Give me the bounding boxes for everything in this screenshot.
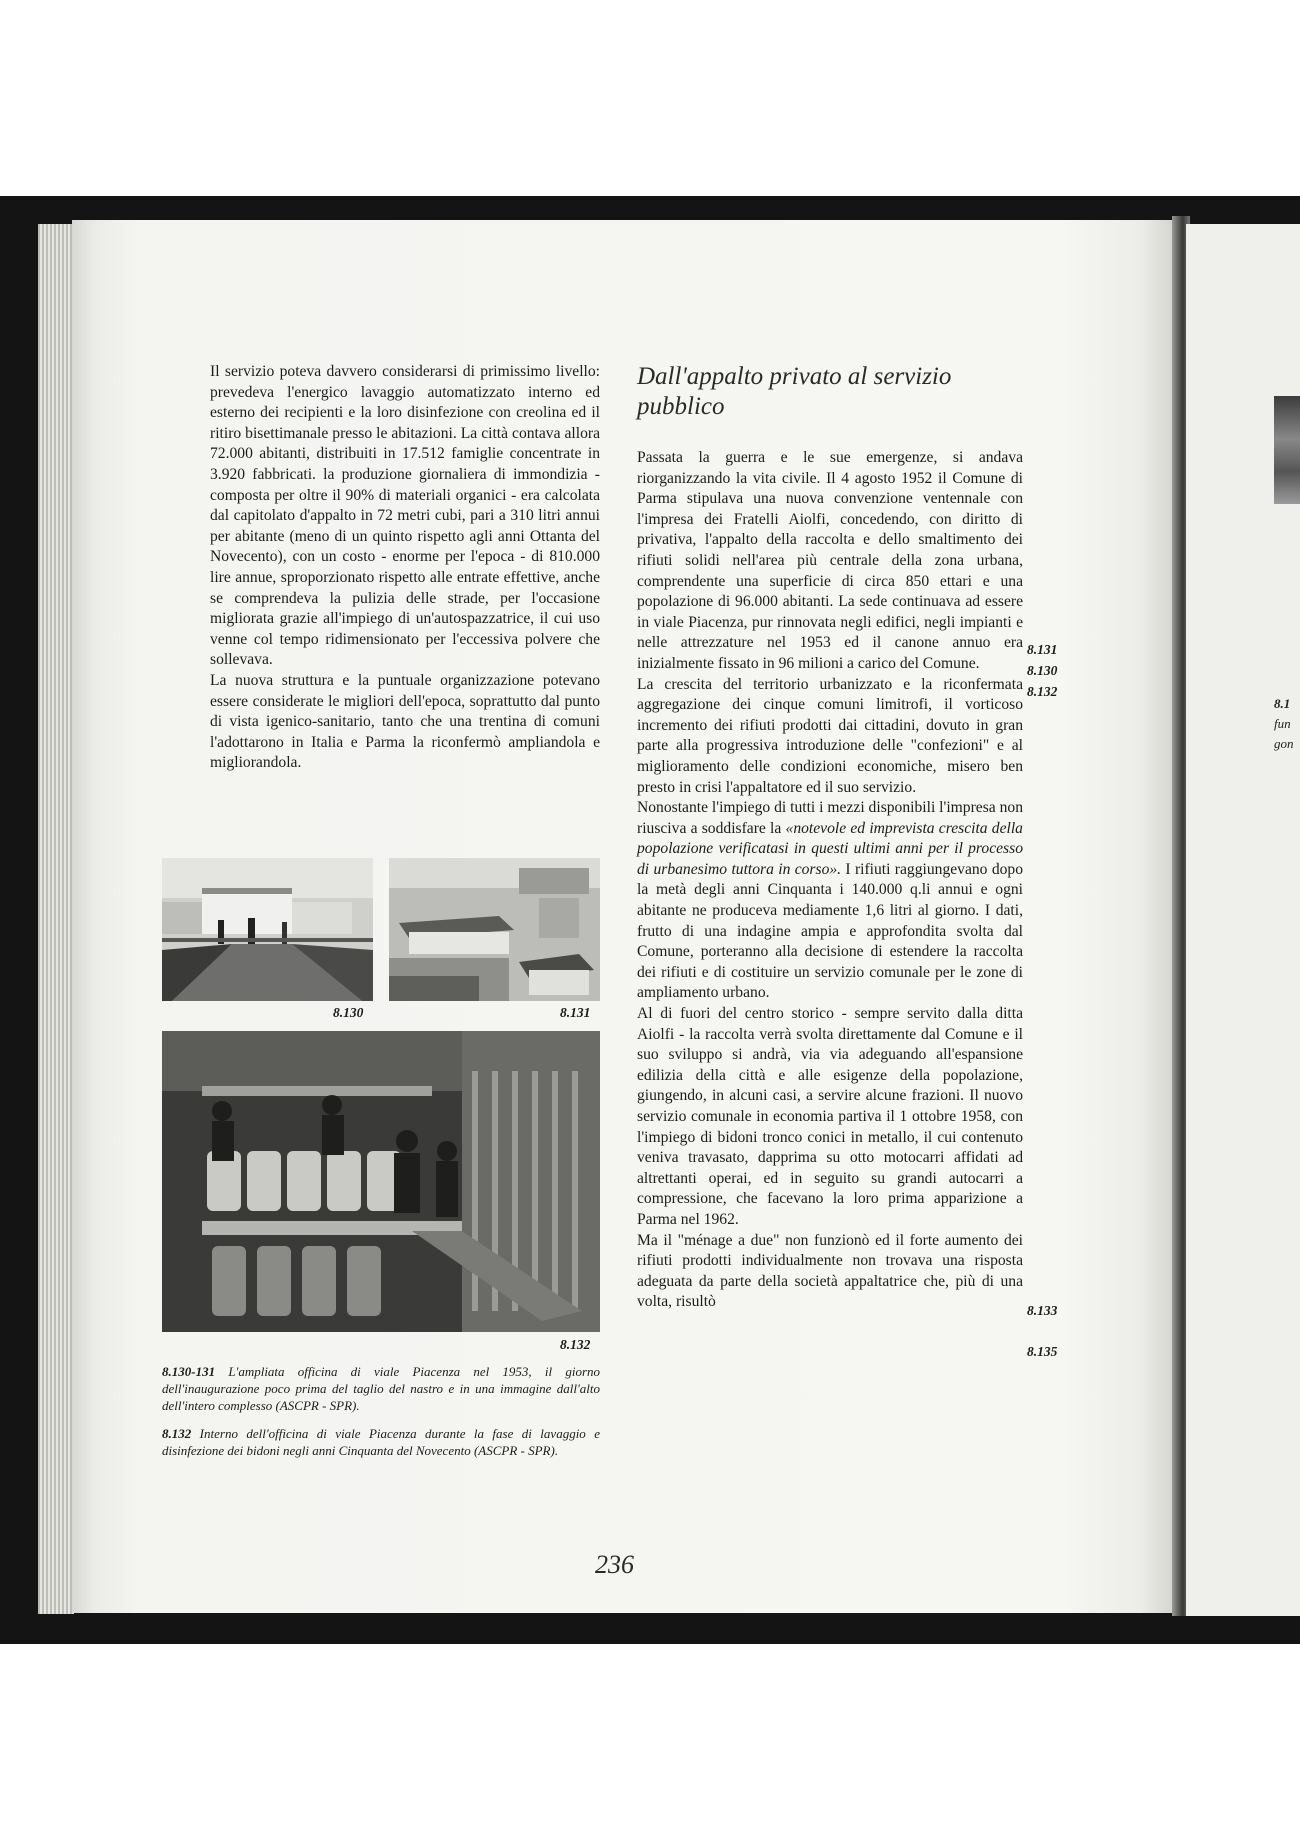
margin-ref: 8.135 xyxy=(1027,1344,1058,1359)
page-number: 236 xyxy=(595,1550,634,1579)
caption-132: 8.132 Interno dell'officina di viale Piacenza durante la fase di lavaggio e disinfezione dei bidoni negli anni Cinquanta del Novecento (ASCPR - SPR). xyxy=(162,1426,600,1458)
left-text-column xyxy=(210,362,600,774)
right-paragraph-1: Passata la guerra e le sue emergenze, si andava riorganizzando la vita civile. Il 4 agosto 1952 il Comune di Parma stipulava una nuova convenzione ventennale con l'impresa dei Fratelli Aiolfi, concedendo, con diritto di privativa, l'appalto della raccolta e dello smaltimento dei rifiuti solidi nell'area più centrale della zona urbana, comprendente una superficie di circa 850 ettari e una popolazione di 96.000 abitanti. La sede continuava ad essere in viale Piacenza, pur rinnovata negli edifici, negli impianti e nelle attrezzature nel 1953 ed il canone annuo era inizialmente fissato in 96 milioni a carico del Comune. xyxy=(637,449,1023,672)
right-text-column xyxy=(637,448,1023,1313)
margin-ref: 8.130 xyxy=(1027,663,1058,678)
photo-inauguration xyxy=(162,858,373,1001)
page-edges xyxy=(38,224,74,1614)
right-paragraph-5: Ma il "ménage a due" non funzionò ed il forte aumento dei rifiuti prodotti individualmente non trovava una risposta adeguata da parte della società appaltatrice che, più di una volta, risultò xyxy=(637,1231,1023,1311)
section-heading: Dall'appalto privato al servizio pubblico xyxy=(637,363,952,420)
margin-ref: 8.133 xyxy=(1027,1303,1058,1318)
photo-captions xyxy=(162,1363,600,1470)
left-paragraph-1: Il servizio poteva davvero considerarsi di primissimo livello: prevedeva l'energico lavaggio automatizzato interno ed esterno dei recipienti e la loro disinfezione con creolina ed il ritiro bisettimanale presso le abitazioni. La città contava allora 72.000 abitanti, distribuiti in 17.512 famiglie concentrate in 3.920 fabbricati. la produzione giornaliera di immondizia - composta per oltre il 90% di materiali organici - era calcolata dal capitolato d'appalto in 72 metri cubi, pari a 310 litri annui per abitante (meno di un quinto rispetto agli anni Ottanta del Novecento), con un costo - enorme per l'epoca - di 810.000 lire annue, sproporzionato rispetto alle entrate effettive, anche se comprendeva la pulizia delle strade, per l'occasione migliorata grazie all'impiego di un'autospazzatrice, il cui uso venne col tempo ridimensionato per l'eccessiva polvere che sollevava. xyxy=(210,363,600,669)
right-paragraph-3: Nonostante l'impiego di tutti i mezzi disponibili l'impresa non riusciva a soddisfare la «notevole ed imprevista crescita della popolazione verificatasi in questi ultimi anni per il processo di urbanesimo tuttora in corso». I rifiuti raggiungevano dopo la metà degli anni Cinquanta i 140.000 q.li annui e ogni abitante ne produceva mediamente 1,6 litri al giorno. I dati, frutto di una indagine ampia e approfondita svolta dal Comune, porteranno alla decisione di estendere la raccolta dei rifiuti e di costituire un servizio comunale per le zone di ampliamento urbano. xyxy=(637,799,1024,1002)
quote: «notevole ed imprevista crescita della popolazione verificatasi in questi ultimi anni per il processo di urbanesimo tuttora in corso». xyxy=(637,819,1023,878)
margin-ref: 8.132 xyxy=(1027,684,1058,699)
right-page-fragment xyxy=(1186,224,1300,1616)
right-page-caption: 8.1 fun gon xyxy=(1274,696,1294,751)
photo-workshop-interior xyxy=(162,1031,600,1332)
right-page-photo xyxy=(1274,396,1300,504)
left-paragraph-2: La nuova struttura e la puntuale organizzazione potevano essere considerate le migliori dell'epoca, soprattutto dal punto di vista igenico-sanitario, tanto che una trentina di comuni l'adottarono in Italia e Parma la riconfermò ampliandola e migliorandola. xyxy=(210,671,600,772)
right-paragraph-4: Al di fuori del centro storico - sempre servito dalla ditta Aiolfi - la raccolta verrà svolta direttamente dal Comune e il suo sviluppo si andrà, via via adeguando all'espansione edilizia della città e alle esigenze della popolazione, giungendo, in alcuni casi, a servire alcune frazioni. Il nuovo servizio comunale in economia partiva il 1 ottobre 1958, con l'impiego di bidoni tronco conici in metallo, il cui contenuto veniva travasato, dapprima su otto motocarri affidati ad altrettanti operai, ed in seguito su grandi autocarri a compressione, che facevano la loro prima apparizione a Parma nel 1962. xyxy=(637,1005,1023,1228)
photo-label-132: 8.132 xyxy=(560,1337,591,1352)
margin-ref: 8.131 xyxy=(1027,642,1058,657)
caption-130-131: 8.130-131 L'ampliata officina di viale Piacenza nel 1953, il giorno dell'inaugurazione poco prima del taglio del nastro e in una immagine dall'alto dell'intero complesso (ASCPR - SPR). xyxy=(162,1364,600,1413)
photo-label-130: 8.130 xyxy=(333,1005,364,1020)
photo-aerial-complex xyxy=(389,858,600,1001)
right-paragraph-2: La crescita del territorio urbanizzato e la riconfermata aggregazione dei cinque comuni limitrofi, il vorticoso incremento dei rifiuti prodotti dai cittadini, dovuto in gran parte alla progressiva introduzione delle "confezioni" e al miglioramento delle condizioni economiche, misero ben presto in crisi l'appaltatore ed il suo servizio. xyxy=(637,675,1023,796)
photo-label-131: 8.131 xyxy=(560,1005,591,1020)
